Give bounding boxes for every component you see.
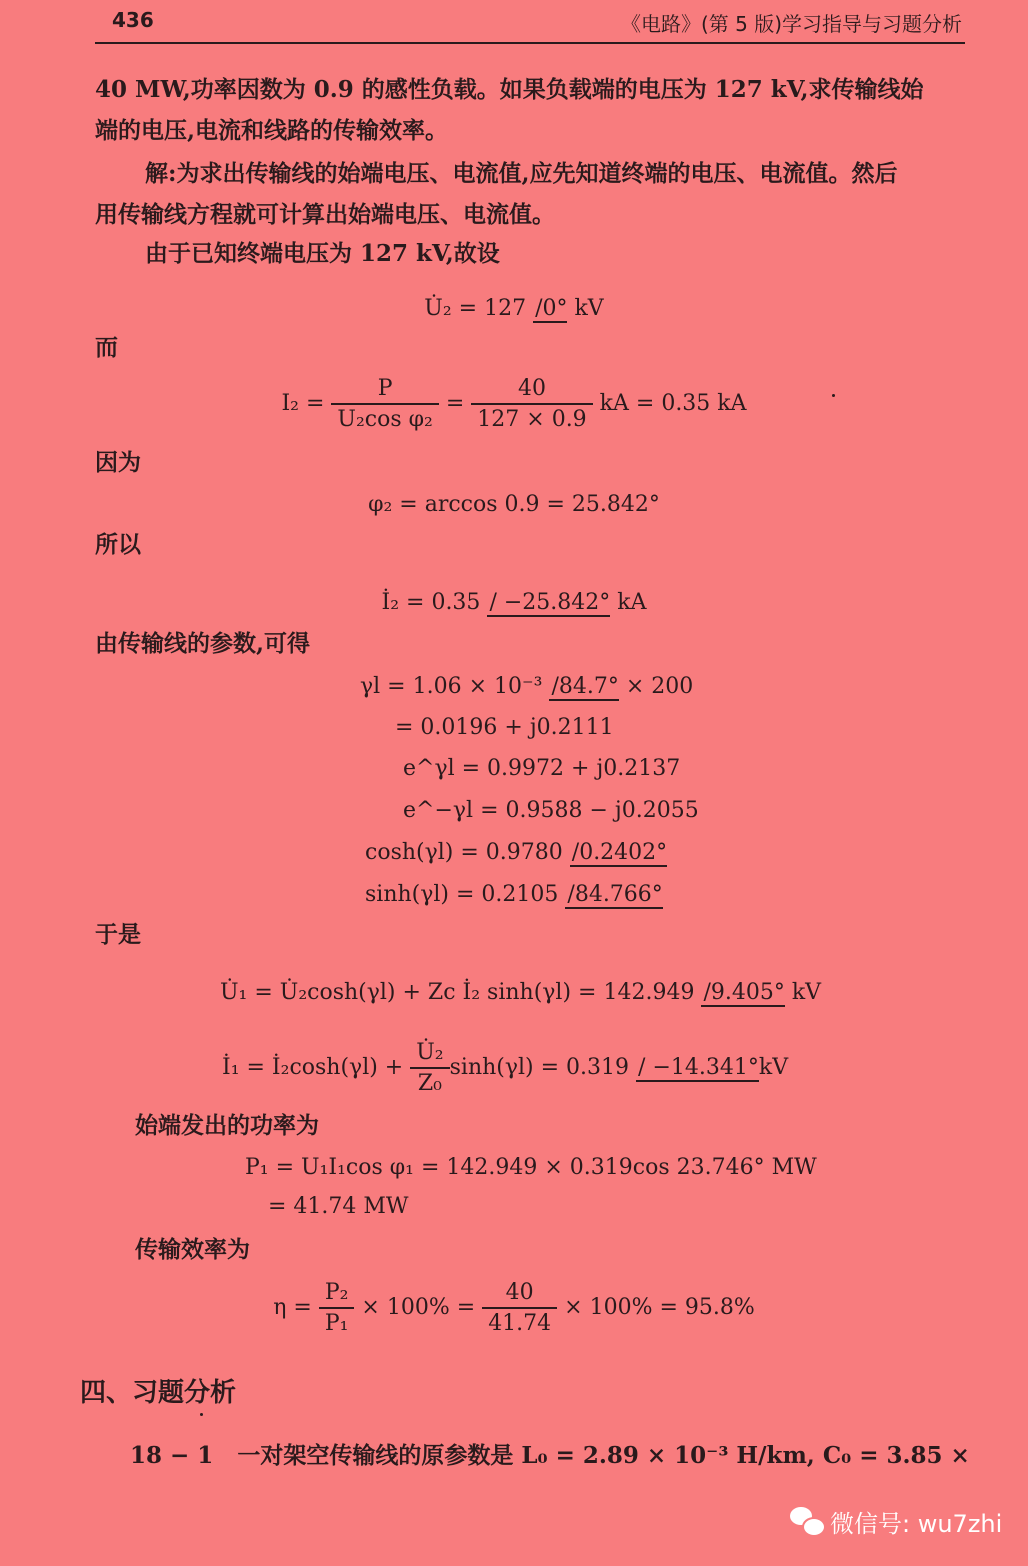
word-yinwei: 因为 (95, 449, 141, 476)
eq-i1-num: U̇₂ (410, 1040, 449, 1069)
eq-i2-den1: U₂cos φ₂ (337, 407, 433, 432)
watermark (790, 1504, 1002, 1539)
eq-i2dot-angle: / −25.842° (489, 590, 611, 615)
eq-i1-den: Z₀ (417, 1071, 442, 1096)
word-efficiency: 传输效率为 (135, 1236, 250, 1263)
eq-eta-num2: 40 (482, 1280, 557, 1309)
solution-text-1: 为求出传输线的始端电压、电流值,应先知道终端的电压、电流值。然后 (176, 160, 898, 187)
problem-text-line-1: 40 MW,功率因数为 0.9 的感性负载。如果负载端的电压为 127 kV,求传输线始 (95, 76, 924, 103)
eq-gamma-l1-rhs: × 200 (618, 674, 694, 699)
eq-gamma-l1-lhs: γl = 1.06 × 10⁻³ (360, 674, 550, 699)
eq-i2-num1: P (331, 376, 438, 405)
eq-i2-fraction-1 (331, 376, 438, 432)
solution-line-1 (145, 154, 898, 194)
running-header-title: 《电路》(第 5 版)学习指导与习题分析 (620, 12, 962, 36)
equation-i2 (0, 376, 1028, 432)
header-rule (95, 42, 965, 44)
equation-eta (0, 1280, 1028, 1336)
eq-i2-lhs: I₂ = (281, 391, 332, 416)
eq-sinh-angle: /84.766° (567, 882, 663, 907)
eq-u2-lhs: U̇₂ = 127 (424, 296, 534, 321)
watermark-text: 微信号: wu7zhi (830, 1510, 1003, 1538)
equation-p1: P₁ = U₁I₁cos φ₁ = 142.949 × 0.319cos 23.746° MW (245, 1155, 817, 1180)
word-er: 而 (95, 334, 118, 361)
eq-u2-unit: kV (567, 296, 604, 321)
scan-speck (200, 1413, 203, 1416)
scan-speck (832, 394, 835, 397)
eq-cosh-angle: /0.2402° (571, 840, 668, 865)
exercise-number: 18 − 1 (130, 1442, 214, 1469)
equation-exp-gamma: e^γl = 0.9972 + j0.2137 (403, 756, 681, 781)
equation-u2 (0, 296, 1028, 321)
eq-i2-fraction-2 (471, 376, 592, 432)
word-param: 由传输线的参数,可得 (95, 630, 311, 657)
eq-sinh-lhs: sinh(γl) = 0.2105 (365, 882, 566, 907)
eq-u1-lhs: U̇₁ = U̇₂cosh(γl) + Zc İ₂ sinh(γl) = 142.949 (220, 980, 702, 1005)
eq-i2-rhs: kA = 0.35 kA (592, 391, 747, 416)
problem-text-line-2: 端的电压,电流和线路的传输效率。 (95, 117, 449, 144)
equation-i2-phasor (0, 590, 1028, 615)
eq-u1-unit: kV (784, 980, 822, 1005)
eq-eta-den2: 41.74 (488, 1311, 552, 1336)
eq-i2-equals: = (438, 391, 472, 416)
eq-i1-fraction (410, 1040, 449, 1096)
equation-gamma-l-rect: = 0.0196 + j0.2111 (395, 715, 614, 740)
wechat-icon (790, 1507, 824, 1537)
equation-i1 (222, 1040, 788, 1096)
section-title: 四、习题分析 (80, 1378, 237, 1408)
exercise-text: 一对架空传输线的原参数是 L₀ = 2.89 × 10⁻³ H/km, C₀ = 3.85 × (237, 1442, 970, 1469)
equation-p1-result: = 41.74 MW (268, 1194, 409, 1219)
eq-eta-den1: P₁ (324, 1311, 349, 1336)
equation-sinh (365, 882, 663, 907)
eq-eta-rhs: × 100% = 95.8% (557, 1295, 755, 1320)
eq-u1-angle: /9.405° (703, 980, 785, 1005)
word-yushi: 于是 (95, 921, 141, 948)
eq-i1-lhs: İ₁ = İ₂cosh(γl) + (222, 1055, 411, 1080)
equation-gamma-l (360, 674, 693, 699)
word-power: 始端发出的功率为 (135, 1112, 319, 1139)
equation-cosh (365, 840, 667, 865)
exercise-line (130, 1436, 970, 1476)
eq-i2dot-unit: kA (610, 590, 647, 615)
eq-i2dot-lhs: İ₂ = 0.35 (381, 590, 488, 615)
page-number: 436 (112, 8, 154, 32)
solution-line-2: 用传输线方程就可计算出始端电压、电流值。 (95, 201, 555, 228)
eq-eta-fraction-1 (319, 1280, 355, 1336)
eq-i1-unit: kV (758, 1055, 789, 1080)
eq-i1-mid: sinh(γl) = 0.319 (449, 1055, 637, 1080)
word-suoyi: 所以 (95, 531, 141, 558)
equation-exp-neg-gamma: e^−γl = 0.9588 − j0.2055 (403, 798, 699, 823)
eq-u2-angle: /0° (535, 296, 568, 321)
solution-line-3: 由于已知终端电压为 127 kV,故设 (145, 240, 500, 267)
eq-i2-den2: 127 × 0.9 (477, 407, 587, 432)
eq-eta-lhs: η = (273, 1295, 319, 1320)
eq-i1-angle: / −14.341° (638, 1055, 759, 1080)
eq-eta-fraction-2 (482, 1280, 557, 1336)
eq-cosh-lhs: cosh(γl) = 0.9780 (365, 840, 570, 865)
eq-eta-num1: P₂ (319, 1280, 355, 1309)
solution-label: 解: (145, 160, 177, 187)
eq-gamma-l1-angle: /84.7° (551, 674, 619, 699)
equation-phi2: φ₂ = arccos 0.9 = 25.842° (368, 492, 660, 517)
eq-eta-mid: × 100% = (354, 1295, 483, 1320)
eq-i2-num2: 40 (471, 376, 592, 405)
equation-u1 (220, 980, 821, 1005)
